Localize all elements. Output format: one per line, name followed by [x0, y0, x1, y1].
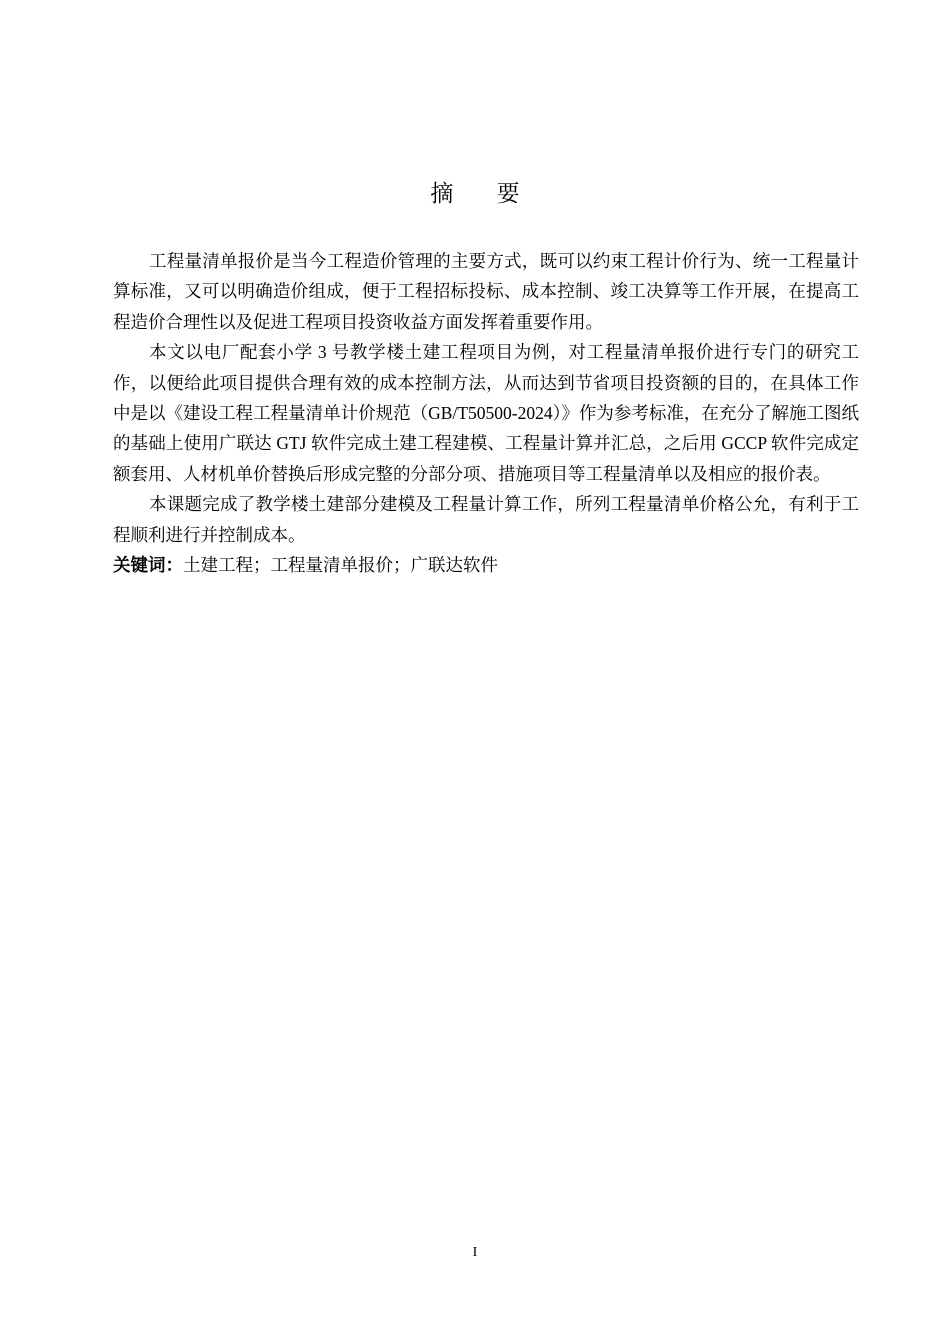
page-number: I [472, 1245, 478, 1260]
keywords-label: 关键词： [113, 556, 183, 577]
abstract-title: 摘 要 [430, 181, 538, 207]
keywords-text: 土建工程；工程量清单报价；广联达软件 [183, 555, 498, 576]
abstract-paragraph-3: 本课题完成了教学楼土建部分建模及工程量计算工作，所列工程量清单价格公允，有利于工程顺利进行并控制成本。 [113, 494, 859, 545]
keywords-line [113, 550, 859, 581]
abstract-paragraph-1: 工程量清单报价是当今工程造价管理的主要方式，既可以约束工程计价行为、统一工程量计算标准，又可以明确造价组成，便于工程招标投标、成本控制、竣工决算等工作开展，在提高工程造价合理性以及促进工程项目投资收益方面发挥着重要作用。 [113, 251, 859, 332]
abstract-body [113, 246, 859, 581]
abstract-paragraph-2: 本文以电厂配套小学 3 号教学楼土建工程项目为例，对工程量清单报价进行专门的研究工作，以便给此项目提供合理有效的成本控制方法，从而达到节省项目投资额的目的，在具体工作中是以《建设工程工程量清单计价规范（GB/T50500-2024）》作为参考标准，在充分了解施工图纸的基础上使用广联达 GTJ 软件完成土建工程建模、工程量计算并汇总，之后用 GCCP 软件完成定额套用、人材机单价替换后形成完整的分部分项、措施项目等工程量清单以及相应的报价表。 [113, 342, 859, 484]
